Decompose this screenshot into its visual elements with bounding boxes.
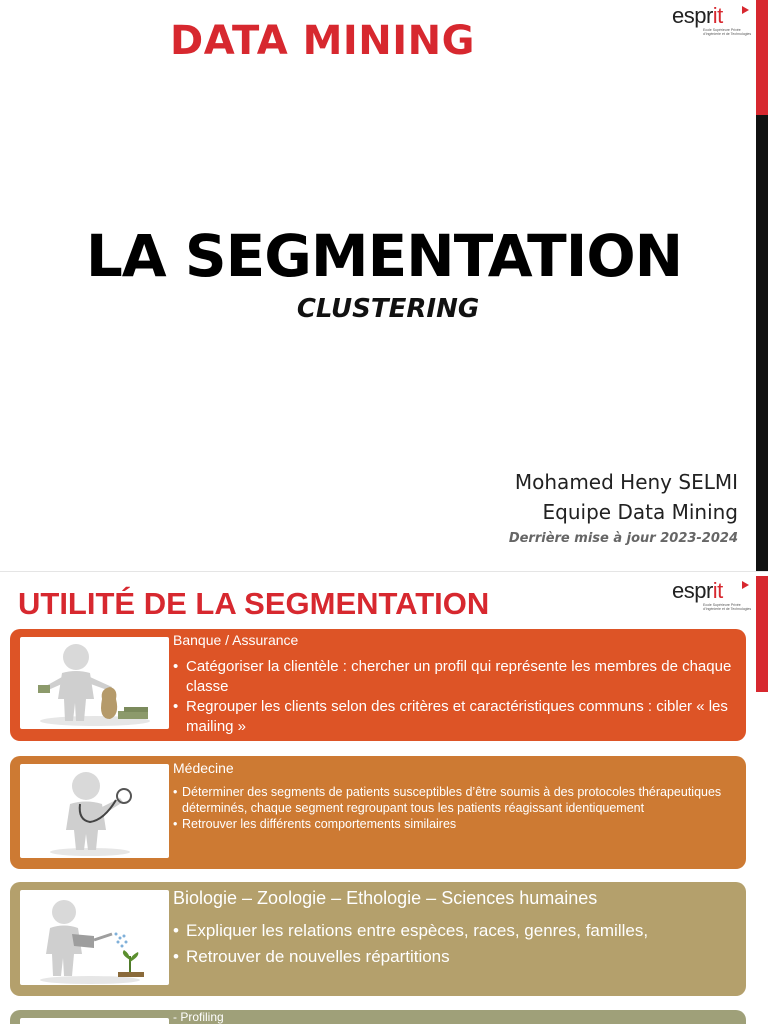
- profiling-figure-icon: [20, 1018, 169, 1024]
- utility-slide: [0, 572, 768, 1024]
- team-name: Equipe Data Mining: [542, 500, 738, 524]
- last-update: Derrière mise à jour 2023-2024: [508, 531, 738, 546]
- card-biologie: [10, 882, 746, 996]
- card-medecine: [10, 756, 746, 869]
- card-category: Biologie – Zoologie – Ethologie – Sciences humaines: [173, 888, 598, 908]
- accent-bar-black: [756, 115, 768, 572]
- list-item: • Retrouver de nouvelles répartitions: [173, 944, 741, 970]
- slide-subtitle: CLUSTERING: [296, 294, 480, 324]
- logo-arrow-icon: [742, 581, 749, 589]
- list-item: • Catégoriser la clientèle : chercher un profil qui représente les membres de chaque classe: [173, 657, 743, 697]
- gardener-figure-icon: [20, 890, 169, 985]
- slide-title: LA SEGMENTATION: [85, 222, 683, 290]
- accent-bar-red: [756, 0, 768, 115]
- course-heading: DATA MINING: [170, 18, 475, 64]
- card-profiling: [10, 1010, 746, 1024]
- card-category: Médecine: [173, 760, 234, 776]
- list-item: • Expliquer les relations entre espèces, races, genres, familles,: [173, 918, 741, 944]
- logo-tagline: Ecole Supérieure Privée d'Ingénierie et de Technologies: [703, 28, 752, 36]
- accent-bar-red: [756, 576, 768, 692]
- esprit-logo: esprit Ecole Supérieure Privée d'Ingénierie et de Technologies: [672, 578, 756, 612]
- bullet-list: [173, 918, 741, 970]
- list-item: • Regrouper les clients selon des critères et caractéristiques communs : cibler « les mailing »: [173, 697, 743, 737]
- list-item: • Déterminer des segments de patients susceptibles d’être soumis à des protocoles thérapeutiques déterminés, chaque segment regroupant tous les patients réagissant identiquement: [173, 784, 741, 816]
- author-name: Mohamed Heny SELMI: [514, 470, 738, 494]
- doctor-figure-icon: [20, 764, 169, 858]
- list-item: • Retrouver les différents comportements similaires: [173, 816, 741, 832]
- logo-arrow-icon: [742, 6, 749, 14]
- card-category: Banque / Assurance: [173, 632, 299, 648]
- logo-tagline: Ecole Supérieure Privée d'Ingénierie et de Technologies: [703, 603, 752, 611]
- card-banque-assurance: [10, 629, 746, 741]
- card-category: - Profiling: [173, 1010, 224, 1024]
- bullet-list: [173, 657, 743, 737]
- bullet-list: [173, 784, 741, 832]
- banker-figure-icon: [20, 637, 169, 729]
- esprit-logo: esprit Ecole Supérieure Privée d'Ingénierie et de Technologies: [672, 3, 756, 37]
- section-title: UTILITÉ DE LA SEGMENTATION: [18, 586, 490, 621]
